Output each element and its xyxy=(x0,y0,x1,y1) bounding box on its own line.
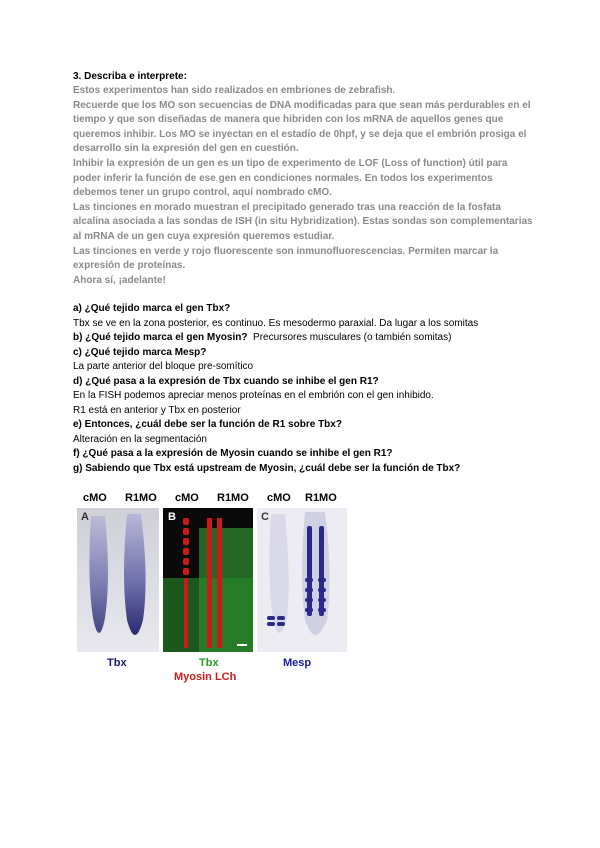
answer: Precursores musculares (o también somitas) xyxy=(253,332,452,344)
document-body xyxy=(73,70,533,476)
question: c) ¿Qué tejido marca Mesp? xyxy=(73,346,207,358)
intro-text xyxy=(73,84,533,288)
question: g) Sabiendo que Tbx está upstream de Myosin, ¿cuál debe ser la función de Tbx? xyxy=(73,462,461,474)
section-title: 3. Describa e interprete: xyxy=(73,71,187,82)
intro-paragraph: Las tinciones en morado muestran el precipitado generado tras una reacción de la fosfata alcalina asociada a las sondas de ISH (in situ Hybridization). Estas sondas son complementarias al mRNA de un gen cuya expresión queremos estudiar. xyxy=(73,201,533,242)
intro-paragraph: Las tinciones en verde y rojo fluorescente son inmunofluorescencias. Permiten marcar la expresión de proteínas. xyxy=(73,245,499,272)
question: e) Entonces, ¿cuál debe ser la función de R1 sobre Tbx? xyxy=(73,419,342,431)
panel-letter-b: B xyxy=(168,511,176,523)
panel-a-image xyxy=(77,508,159,652)
col-label-cmo: cMO xyxy=(267,492,291,504)
panel-b-image xyxy=(163,508,253,652)
panel-letter-a: A xyxy=(81,511,89,523)
col-label-r1mo: R1MO xyxy=(305,492,337,504)
caption-tbx-a: Tbx xyxy=(107,657,127,669)
answer: Alteración en la segmentación xyxy=(73,433,207,445)
question: b) ¿Qué tejido marca el gen Myosin? Precursores musculares (o también somitas) xyxy=(73,332,452,344)
intro-paragraph: Inhibir la expresión de un gen es un tipo de experimento de LOF (Loss of function) útil para poder inferir la función de ese gen en condiciones normales. En todos los experimentos debemos tener un grupo control, aquí nombrado cMO. xyxy=(73,157,508,199)
questions-list xyxy=(73,302,533,476)
intro-paragraph: Ahora sí, ¡adelante! xyxy=(73,274,166,286)
caption-tbx-b: Tbx xyxy=(199,657,219,669)
col-label-r1mo: R1MO xyxy=(125,492,157,504)
intro-paragraph: Estos experimentos han sido realizados en embriones de zebrafish. xyxy=(73,85,396,96)
col-label-r1mo: R1MO xyxy=(217,492,249,504)
caption-mesp: Mesp xyxy=(283,657,312,669)
embryo-figure xyxy=(77,492,347,692)
panel-c-image xyxy=(257,508,347,652)
caption-myosin: Myosin LCh xyxy=(174,671,237,683)
intro-paragraph: Recuerde que los MO son secuencias de DNA modificadas para que sean más perdurables en el tiempo y que son diseñadas de manera que hibriden con los mRNA de aquellos genes que queremos inhibir. Los MO se inyectan en el estadío de 0hpf, y se deja que el embrión prosiga el desarrollo sin la expresión del gen en cuestión. xyxy=(73,99,531,155)
col-label-cmo: cMO xyxy=(83,492,107,504)
answer: Tbx se ve en la zona posterior, es continuo. Es mesodermo paraxial. Da lugar a los somitas xyxy=(73,317,479,329)
answer: En la FISH podemos apreciar menos proteínas en el embrión con el gen inhibido. xyxy=(73,390,434,402)
question: a) ¿Qué tejido marca el gen Tbx? xyxy=(73,303,231,315)
question: d) ¿Qué pasa a la expresión de Tbx cuando se inhibe el gen R1? xyxy=(73,375,379,387)
col-label-cmo: cMO xyxy=(175,492,199,504)
answer: R1 está en anterior y Tbx en posterior xyxy=(73,404,241,416)
question: f) ¿Qué pasa a la expresión de Myosin cuando se inhibe el gen R1? xyxy=(73,448,393,460)
answer: La parte anterior del bloque pre-somítico xyxy=(73,361,254,373)
panel-letter-c: C xyxy=(261,511,269,523)
